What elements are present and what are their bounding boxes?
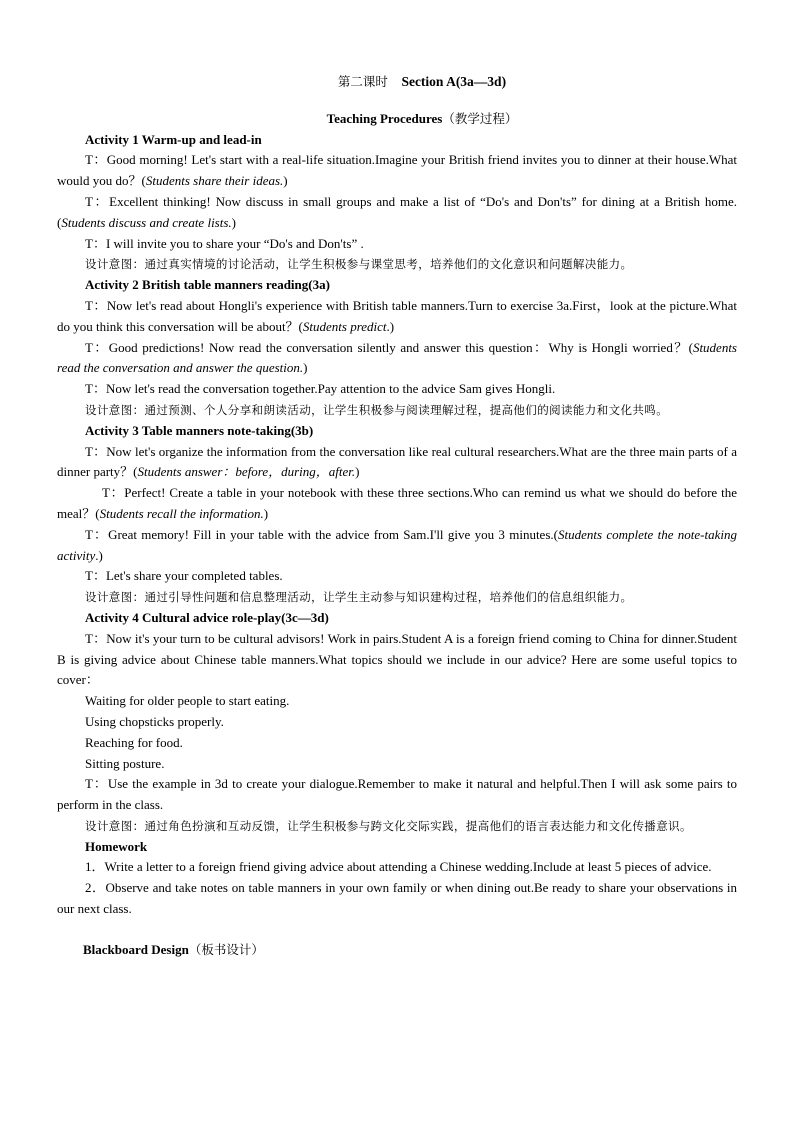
topic-item: Sitting posture.: [85, 755, 165, 771]
topic-item: Using chopsticks properly.: [85, 713, 224, 729]
homework-item: 2．Observe and take notes on table manners in your own family or when dining out.Be ready to share your observations in our next class.: [57, 880, 737, 917]
paragraph: T：Now let's read about Hongli's experience with British table manners.Turn to exercise 3a.First，look at the picture.What do you think this conversation will be about？(Students predict.): [57, 297, 737, 334]
document-page: [57, 72, 737, 961]
paragraph: T：Use the example in 3d to create your dialogue.Remember to make it natural and helpful.Then I will ask some pairs to perform in the class.: [57, 776, 737, 813]
design-intent: 设计意图：通过角色扮演和互动反馈，让学生积极参与跨文化交际实践，提高他们的语言表达能力和文化传播意识。: [85, 818, 692, 833]
activity-3-heading: Activity 3 Table manners note-taking(3b): [85, 422, 314, 438]
design-intent: 设计意图：通过预测、个人分享和朗读活动，让学生积极参与阅读理解过程，提高他们的阅读能力和文化共鸣。: [85, 402, 669, 417]
procedures-title: Teaching Procedures（教学过程）: [326, 110, 518, 126]
paragraph: T：I will invite you to share your “Do's and Don'ts” .: [85, 235, 364, 251]
paragraph: T：Now it's your turn to be cultural advisors! Work in pairs.Student A is a foreign friend coming to China for dinner.Student B is giving advice about Chinese table manners.What topics should we include in our advice? Here are some useful topics to cover：: [57, 630, 737, 688]
paragraph: T：Great memory! Fill in your table with the advice from Sam.I'll give you 3 minutes.(Students complete the note-taking activity.): [57, 526, 737, 563]
activity-1-heading: Activity 1 Warm-up and lead-in: [85, 131, 262, 147]
paragraph: T：Perfect! Create a table in your notebook with these three sections.Who can remind us what we should do before the meal？(Students recall the information.): [57, 485, 737, 521]
paragraph: T：Good predictions! Now read the conversation silently and answer this question：Why is Hongli worried？(Students read the conversation and answer the question.): [57, 339, 737, 376]
design-intent: 设计意图：通过真实情境的讨论活动，让学生积极参与课堂思考，培养他们的文化意识和问题解决能力。: [85, 257, 633, 272]
paragraph: T：Good morning! Let's start with a real-life situation.Imagine your British friend invites you to dinner at their house.What would you do？(Students share their ideas.): [57, 152, 737, 189]
homework-heading: Homework: [85, 838, 148, 854]
paragraph: T：Now let's read the conversation together.Pay attention to the advice Sam gives Hongli.: [85, 381, 556, 397]
paragraph: T：Let's share your completed tables.: [85, 568, 283, 584]
homework-item: 1．Write a letter to a foreign friend giving advice about attending a Chinese wedding.Include at least 5 pieces of advice.: [85, 859, 712, 875]
activity-4-heading: Activity 4 Cultural advice role-play(3c—3d): [85, 609, 329, 625]
lesson-title: [107, 72, 737, 93]
lesson-label: 第二课时: [337, 74, 388, 89]
section-label: Section A(3a—3d): [401, 74, 507, 89]
paragraph: T：Excellent thinking! Now discuss in small groups and make a list of “Do's and Don'ts” for dining at a British home.(Students discuss and create lists.): [57, 193, 737, 230]
topic-item: Waiting for older people to start eating.: [85, 693, 290, 709]
blackboard-design-title: Blackboard Design（板书设计）: [83, 941, 264, 957]
design-intent: 设计意图：通过引导性问题和信息整理活动，让学生主动参与知识建构过程，培养他们的信息组织能力。: [85, 590, 633, 605]
paragraph: T：Now let's organize the information from the conversation like real cultural researchers.What are the three main parts of a dinner party？(Students answer：before，during，after.): [57, 443, 737, 480]
topic-item: Reaching for food.: [85, 734, 183, 750]
activity-2-heading: Activity 2 British table manners reading(3a): [85, 277, 330, 293]
